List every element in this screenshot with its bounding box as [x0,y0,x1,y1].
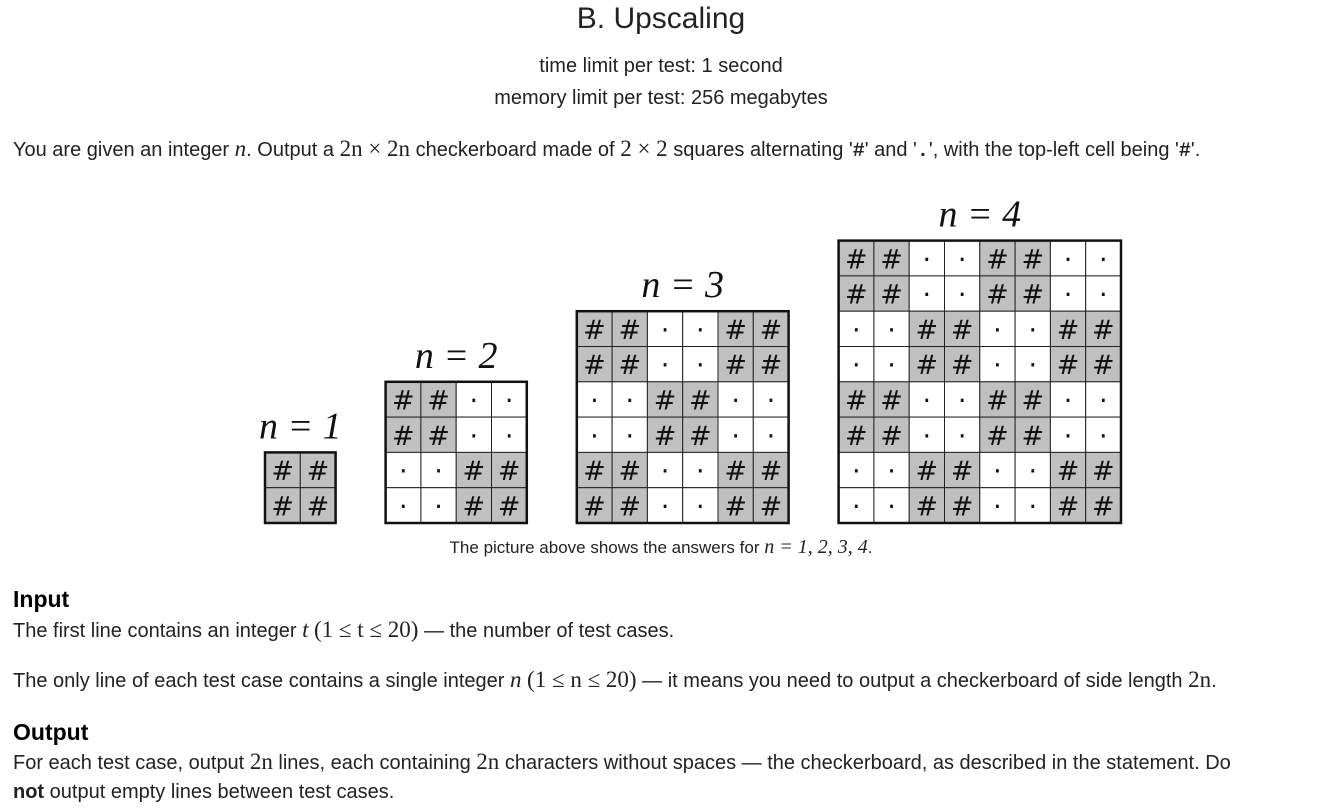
hash-glyph: # [759,491,783,523]
dot-glyph: · [766,420,776,452]
dot-glyph: · [922,420,932,452]
board-label: n = 3 [641,264,725,307]
dot-glyph: · [851,314,861,346]
hash-glyph: # [618,491,642,523]
dot-glyph: · [434,456,443,488]
board-n2 [386,335,527,523]
hash-glyph: # [844,244,868,276]
output-text: output empty lines between test cases. [49,781,395,803]
hash-glyph: # [497,491,521,523]
hash-glyph: # [950,314,974,346]
figure-caption [0,534,1322,561]
hash-char: # [1178,140,1191,163]
hash-glyph: # [986,385,1009,417]
dot-glyph: · [731,385,740,417]
hash-glyph: # [724,350,747,382]
dot-glyph: · [660,491,670,523]
input-text: — the number of test cases. [424,620,675,642]
caption-end: . [867,538,873,557]
statement-text: checkerboard made of [415,139,615,161]
dot-glyph: · [957,420,967,452]
board-label: n = 4 [938,193,1022,236]
input-text: . [1211,670,1217,692]
hash-glyph: # [950,350,974,382]
hash-glyph: # [1021,279,1045,311]
hash-glyph: # [306,491,330,523]
dot-glyph: · [590,420,599,452]
input-section-title: Input [13,586,70,612]
hash-glyph: # [653,420,677,452]
dot-glyph: · [590,385,599,417]
problem-title: B. Upscaling [576,2,746,35]
math-t-range: (1 ≤ t ≤ 20) [314,617,419,642]
math-var-n: n [234,136,247,161]
math-n-range: (1 ≤ n ≤ 20) [527,667,637,692]
dot-glyph: · [1028,491,1038,523]
hash-glyph: # [1092,350,1115,382]
dot-glyph: · [993,491,1002,523]
hash-glyph: # [391,420,415,452]
dot-glyph: · [696,456,705,488]
output-text: For each test case, output [13,752,245,774]
board-label: n = 2 [414,334,498,377]
hash-glyph: # [880,385,903,417]
input-line-1 [13,615,1318,646]
output-bold-not: not [13,781,45,803]
hash-glyph: # [583,314,606,346]
board-n3 [577,264,789,523]
statement-text: ', with the top-left cell being ' [928,139,1179,161]
dot-glyph: · [1028,314,1038,346]
hash-glyph: # [583,456,606,488]
hash-glyph: # [1056,491,1080,523]
math-2n: 2n [1188,667,1212,692]
dot-glyph: · [731,420,740,452]
dot-glyph: · [887,350,896,382]
hash-glyph: # [1021,244,1045,276]
caption-math: n = 1, 2, 3, 4 [764,536,868,558]
dot-glyph: · [625,385,635,417]
dot-glyph: · [887,491,896,523]
time-limit: time limit per test: 1 second [539,55,783,77]
input-line-2 [13,665,1318,696]
hash-glyph: # [306,456,330,488]
dot-glyph: · [696,350,705,382]
dot-glyph: · [887,456,896,488]
hash-glyph: # [986,244,1009,276]
hash-glyph: # [759,350,783,382]
dot-glyph: · [922,385,932,417]
hash-glyph: # [880,420,903,452]
hash-glyph: # [759,314,783,346]
hash-glyph: # [391,385,415,417]
dot-glyph: · [398,491,408,523]
dot-glyph: · [625,420,635,452]
hash-glyph: # [462,456,486,488]
statement-paragraph [13,134,1318,167]
dot-glyph: · [660,456,670,488]
statement-text: You are given an integer [13,139,230,161]
hash-glyph: # [724,456,747,488]
dot-glyph: · [469,420,479,452]
dot-glyph: · [1063,420,1073,452]
statement-text: squares alternating ' [673,139,853,161]
output-text: lines, each containing [278,752,471,774]
hash-glyph: # [427,385,450,417]
hash-glyph: # [986,420,1009,452]
math-2n: 2n [476,749,500,774]
dot-glyph: · [766,385,776,417]
dot-glyph: · [993,350,1002,382]
hash-glyph: # [880,279,903,311]
dot-glyph: · [696,491,705,523]
statement-text: . Output a [246,139,334,161]
hash-glyph: # [618,456,642,488]
input-text: The only line of each test case contains a single integer [13,670,505,692]
dot-glyph: · [434,491,443,523]
dot-char: . [916,140,929,163]
hash-glyph: # [724,314,747,346]
hash-char: # [852,140,865,163]
board-n4 [839,194,1121,523]
math-var-t: t [302,617,309,642]
hash-glyph: # [1021,420,1045,452]
hash-glyph: # [497,456,521,488]
hash-glyph: # [915,314,939,346]
output-line-1 [13,747,1318,778]
hash-glyph: # [844,279,868,311]
hash-glyph: # [950,491,974,523]
hash-glyph: # [844,385,868,417]
dot-glyph: · [851,456,861,488]
output-section-title: Output [13,719,89,745]
dot-glyph: · [1028,350,1038,382]
hash-glyph: # [1056,314,1080,346]
hash-glyph: # [1092,491,1115,523]
dot-glyph: · [1063,385,1073,417]
dot-glyph: · [660,350,670,382]
checkerboard-figure [240,188,1115,533]
dot-glyph: · [922,244,932,276]
hash-glyph: # [880,244,903,276]
dot-glyph: · [887,314,896,346]
hash-glyph: # [986,279,1009,311]
dot-glyph: · [504,420,514,452]
hash-glyph: # [271,491,294,523]
hash-glyph: # [724,491,747,523]
dot-glyph: · [660,314,670,346]
hash-glyph: # [915,491,939,523]
statement-text: ' and ' [864,139,917,161]
hash-glyph: # [1092,314,1115,346]
caption-text: The picture above shows the answers for [449,538,760,557]
hash-glyph: # [759,456,783,488]
input-text: — it means you need to output a checkerboard of side length [642,670,1183,692]
hash-glyph: # [653,385,677,417]
dot-glyph: · [696,314,705,346]
output-text: characters without spaces — the checkerboard, as described in the statement. Do [504,752,1231,774]
math-square-size: 2 × 2 [620,136,668,161]
hash-glyph: # [950,456,974,488]
input-text: The first line contains an integer [13,620,297,642]
dot-glyph: · [398,456,408,488]
dot-glyph: · [1099,420,1108,452]
dot-glyph: · [1063,244,1073,276]
hash-glyph: # [689,385,712,417]
math-board-size: 2n × 2n [339,136,411,161]
dot-glyph: · [469,385,479,417]
hash-glyph: # [915,456,939,488]
hash-glyph: # [271,456,294,488]
dot-glyph: · [957,244,967,276]
hash-glyph: # [462,491,486,523]
hash-glyph: # [583,491,606,523]
dot-glyph: · [1099,244,1108,276]
dot-glyph: · [957,385,967,417]
dot-glyph: · [851,491,861,523]
hash-glyph: # [618,314,642,346]
hash-glyph: # [1056,350,1080,382]
dot-glyph: · [1099,279,1108,311]
dot-glyph: · [1028,456,1038,488]
math-2n: 2n [249,749,273,774]
hash-glyph: # [427,420,450,452]
hash-glyph: # [844,420,868,452]
dot-glyph: · [993,314,1002,346]
board-n1 [259,405,342,523]
dot-glyph: · [957,279,967,311]
dot-glyph: · [1063,279,1073,311]
hash-glyph: # [1021,385,1045,417]
hash-glyph: # [1056,456,1080,488]
dot-glyph: · [993,456,1002,488]
statement-text: '. [1190,139,1201,161]
hash-glyph: # [1092,456,1115,488]
hash-glyph: # [689,420,712,452]
hash-glyph: # [915,350,939,382]
math-var-n: n [509,667,522,692]
dot-glyph: · [1099,385,1108,417]
memory-limit: memory limit per test: 256 megabytes [494,87,828,109]
dot-glyph: · [504,385,514,417]
output-line-2 [13,777,1318,807]
board-label: n = 1 [258,405,342,448]
dot-glyph: · [851,350,861,382]
hash-glyph: # [583,350,606,382]
dot-glyph: · [922,279,932,311]
hash-glyph: # [618,350,642,382]
